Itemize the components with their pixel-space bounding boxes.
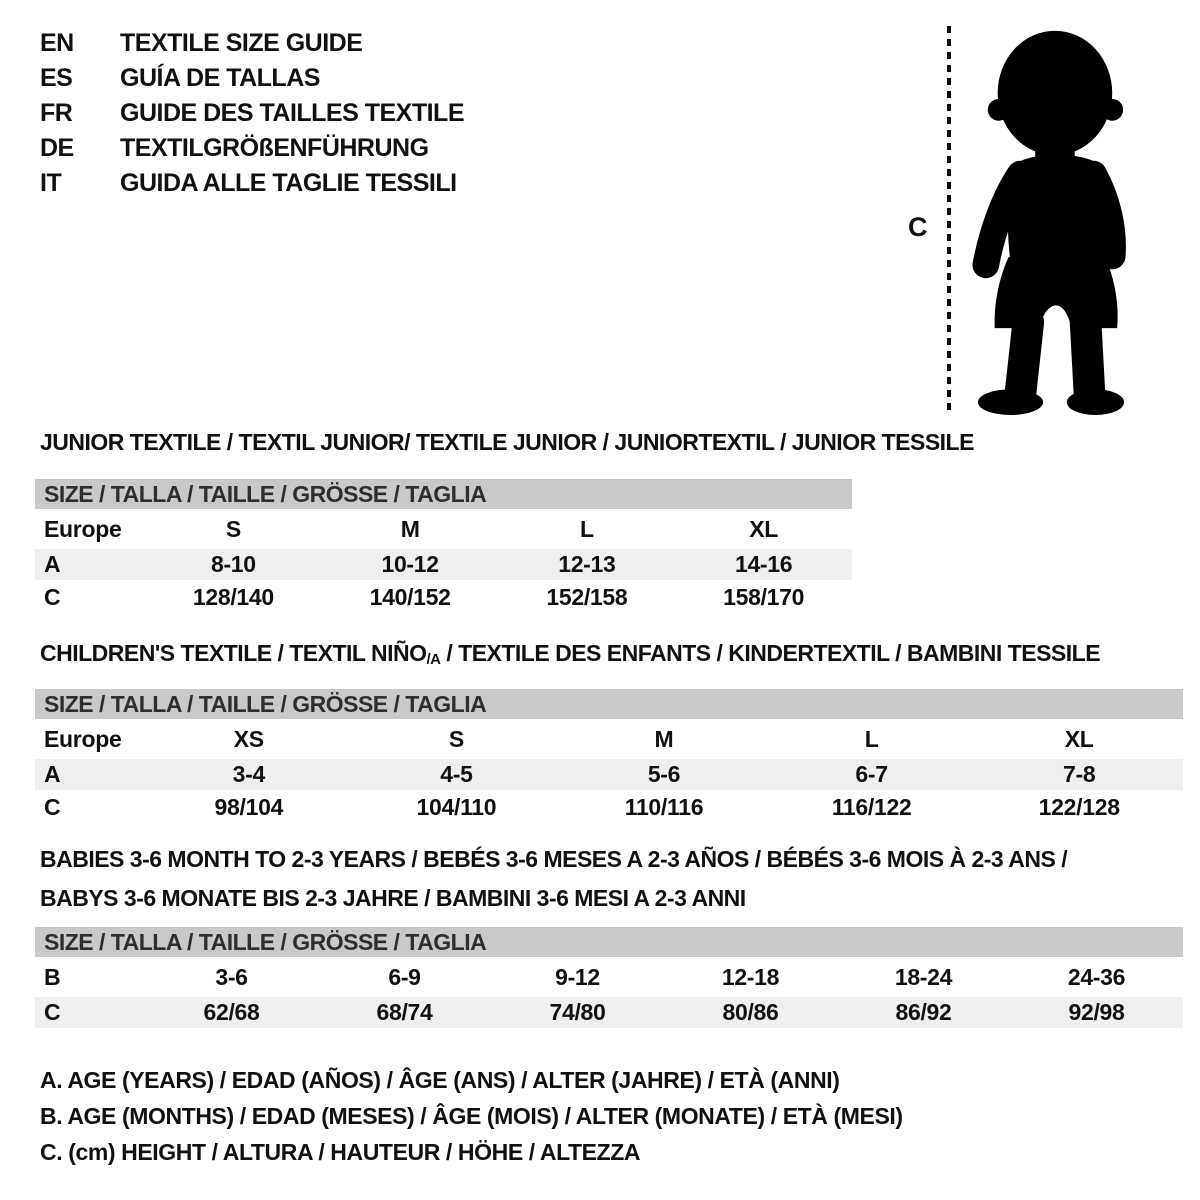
table-row [35, 549, 852, 580]
table-cell: S [225, 515, 241, 542]
language-row-fr [40, 96, 464, 131]
table-cell: 8-10 [210, 551, 256, 577]
table-cell: 9-12 [555, 963, 600, 990]
babies-heading-line2: BABYS 3-6 MONATE BIS 2-3 JAHRE / BAMBINI 3-6 MESI A 2-3 ANNI [40, 885, 746, 911]
guide-title-en: TEXTILE SIZE GUIDE [120, 29, 363, 57]
table-cell: 62/68 [203, 999, 260, 1025]
row-label: C [44, 794, 61, 820]
size-header-bar: SIZE / TALLA / TAILLE / GRÖSSE / TAGLIA [35, 927, 1183, 957]
language-row-de [40, 131, 464, 166]
table-cell: 4-5 [440, 761, 473, 787]
table-cell: 152/158 [546, 584, 628, 610]
table-cell: 80/86 [722, 999, 779, 1025]
table-cell: 3-4 [232, 761, 265, 787]
children-size-table [35, 689, 1183, 825]
table-cell: 18-24 [894, 963, 953, 990]
row-label: C [44, 584, 61, 610]
table-cell: 14-16 [734, 551, 793, 577]
junior-size-table [35, 479, 852, 615]
babies-size-table [35, 927, 1183, 1028]
row-label: Europe [44, 725, 122, 752]
table-cell: 6-9 [388, 963, 421, 990]
table-cell: M [654, 725, 674, 752]
legend-line-a: A. AGE (YEARS) / EDAD (AÑOS) / ÂGE (ANS) / ALTER (JAHRE) / ETÀ (ANNI) [40, 1066, 840, 1093]
children-heading-subscript: /A [426, 651, 441, 668]
guide-title-it: GUIDA ALLE TAGLIE TESSILI [120, 169, 457, 197]
guide-title-fr: GUIDE DES TAILLES TEXTILE [120, 99, 465, 127]
table-row [35, 790, 1183, 825]
table-cell: 10-12 [381, 551, 439, 577]
row-label: Europe [44, 515, 122, 542]
table-cell: 5-6 [647, 761, 681, 787]
table-cell: 128/140 [192, 584, 274, 610]
table-cell: 116/122 [831, 794, 912, 820]
guide-title-de: TEXTILGRÖßENFÜHRUNG [120, 134, 429, 162]
row-label: A [44, 551, 61, 577]
table-row [35, 759, 1183, 790]
babies-section-heading [40, 840, 1067, 918]
language-row-en [40, 26, 464, 61]
table-row [35, 719, 1183, 759]
table-cell: 12-18 [721, 963, 780, 990]
table-cell: 3-6 [215, 963, 248, 990]
table-cell: 12-13 [558, 551, 616, 577]
table-cell: 98/104 [214, 794, 284, 820]
language-title-list [40, 26, 464, 201]
babies-heading-line1: BABIES 3-6 MONTH TO 2-3 YEARS / BEBÉS 3-6 MESES A 2-3 AÑOS / BÉBÉS 3-6 MOIS À 2-3 ANS / [40, 846, 1068, 872]
table-cell: 140/152 [369, 584, 451, 610]
table-cell: 122/128 [1038, 794, 1120, 820]
row-label: A [44, 761, 61, 787]
children-section-heading [40, 640, 1100, 668]
table-cell: L [580, 515, 594, 542]
toddler-silhouette-icon [958, 16, 1143, 421]
table-cell: 68/74 [376, 999, 433, 1025]
row-label: C [44, 999, 61, 1025]
size-header-bar: SIZE / TALLA / TAILLE / GRÖSSE / TAGLIA [35, 479, 852, 509]
language-code: IT [40, 169, 62, 197]
language-code: ES [40, 64, 73, 92]
table-cell: 110/116 [624, 794, 704, 820]
legend-line-b: B. AGE (MONTHS) / EDAD (MESES) / ÂGE (MOIS) / ALTER (MONATE) / ETÀ (MESI) [40, 1102, 903, 1129]
height-measure-label: C [908, 212, 928, 242]
guide-title-es: GUÍA DE TALLAS [120, 64, 320, 92]
table-cell: 158/170 [723, 584, 805, 610]
legend-line-c: C. (cm) HEIGHT / ALTURA / HAUTEUR / HÖHE / ALTEZZA [40, 1138, 641, 1165]
junior-section-heading: JUNIOR TEXTILE / TEXTIL JUNIOR/ TEXTILE JUNIOR / JUNIORTEXTIL / JUNIOR TESSILE [40, 429, 974, 455]
children-heading-pre: CHILDREN'S TEXTILE / TEXTIL NIÑO [40, 640, 427, 666]
language-code: EN [40, 29, 74, 57]
table-cell: 6-7 [855, 761, 888, 787]
table-cell: 86/92 [895, 999, 952, 1025]
size-header-bar: SIZE / TALLA / TAILLE / GRÖSSE / TAGLIA [35, 689, 1183, 719]
table-cell: 104/110 [416, 794, 497, 820]
table-row [35, 509, 852, 549]
language-row-it [40, 166, 464, 201]
table-row [35, 957, 1183, 997]
table-cell: M [400, 515, 420, 542]
table-cell: XL [749, 515, 779, 542]
table-cell: L [864, 725, 879, 752]
language-row-es [40, 61, 464, 96]
language-code: DE [40, 134, 74, 162]
children-heading-post: / TEXTILE DES ENFANTS / KINDERTEXTIL / BAMBINI TESSILE [440, 640, 1101, 666]
measurement-legend [40, 1062, 903, 1170]
table-cell: S [448, 725, 464, 752]
table-row [35, 997, 1183, 1028]
table-cell: 92/98 [1068, 999, 1125, 1025]
table-cell: 74/80 [549, 999, 606, 1025]
table-cell: XS [233, 725, 264, 752]
table-row [35, 580, 852, 615]
table-cell: 7-8 [1063, 761, 1096, 787]
height-measure-dashed-line [947, 26, 951, 416]
row-label: B [44, 963, 61, 990]
table-cell: XL [1064, 725, 1094, 752]
language-code: FR [40, 99, 73, 127]
table-cell: 24-36 [1067, 963, 1126, 990]
